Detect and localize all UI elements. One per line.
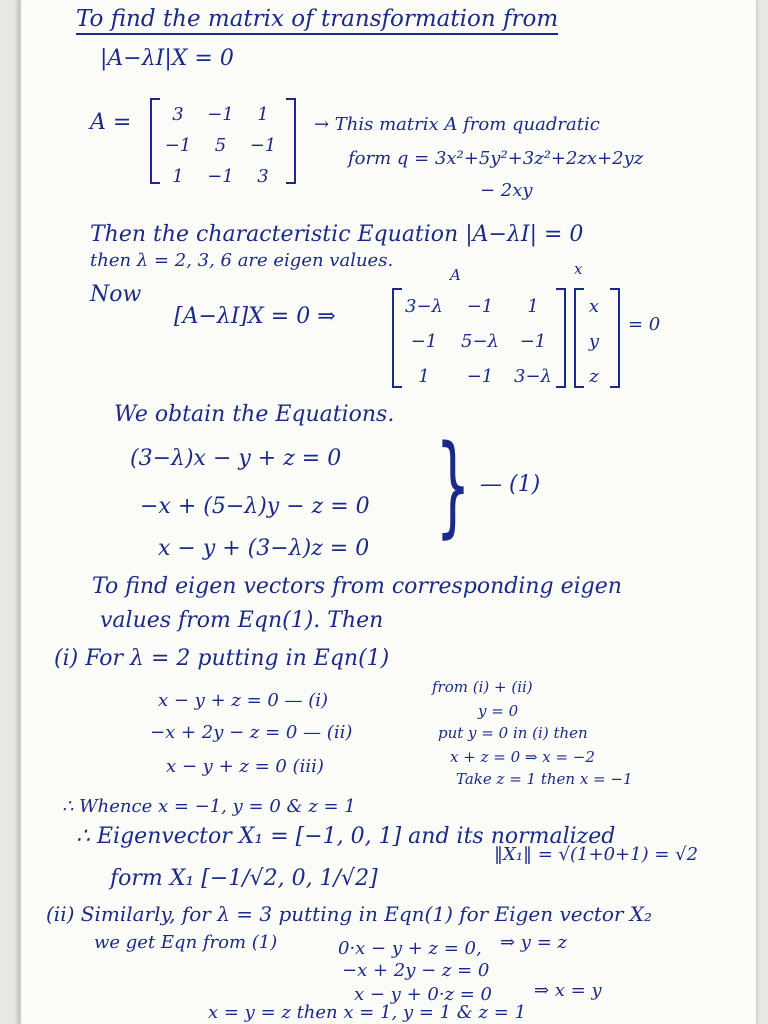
matrix-lambda-entry: 1 xyxy=(418,366,430,387)
system-brace: } xyxy=(435,421,471,549)
matrix-lambda-entry: −1 xyxy=(466,366,494,387)
notebook-page xyxy=(18,0,756,1024)
matrix-a-entry: −1 xyxy=(207,104,234,125)
case-2-eq-3: x − y + 0·z = 0 xyxy=(354,984,493,1005)
vector-right-bracket xyxy=(610,288,620,388)
matrix-a-right-bracket xyxy=(286,98,296,184)
matrix-lambda-right-bracket xyxy=(556,288,566,388)
system-eq-3: x − y + (3−λ)z = 0 xyxy=(158,536,370,561)
vector-xyz xyxy=(580,296,608,387)
eigenvalues-line: then λ = 2, 3, 6 are eigen values. xyxy=(90,250,394,271)
case-1-side-3: put y = 0 in (i) then xyxy=(438,724,588,742)
now-label: Now xyxy=(90,282,142,307)
matrix-a-entry: −1 xyxy=(249,135,277,156)
now-equation: [A−λI]X = 0 ⇒ xyxy=(174,304,336,329)
case-1-heading: (i) For λ = 2 putting in Eqn(1) xyxy=(54,646,390,671)
page-heading: To find the matrix of transformation from xyxy=(76,8,558,35)
main-equation: |A−λI|X = 0 xyxy=(100,46,234,71)
case-1-eq-1: x − y + z = 0 — (i) xyxy=(158,690,329,711)
case-2-side-2: ⇒ x = y xyxy=(534,980,602,1001)
matrix-a-entry: 1 xyxy=(172,166,184,187)
case-1-side-4: x + z = 0 ⇒ x = −2 xyxy=(450,748,595,766)
case-1-side-2: y = 0 xyxy=(478,702,519,720)
matrix-note-line-2: form q = 3x²+5y²+3z²+2zx+2yz xyxy=(348,148,644,169)
whence-line: ∴ Whence x = −1, y = 0 & z = 1 xyxy=(62,796,356,817)
matrix-lambda-entry: −1 xyxy=(466,296,494,317)
vector-xyz-entry: y xyxy=(588,331,600,352)
matrix-a-entry: −1 xyxy=(207,166,234,187)
find-eigenvectors-line-2: values from Eqn(1). Then xyxy=(100,608,384,633)
matrix-lambda-entry: −1 xyxy=(410,331,438,352)
case-1-eq-3: x − y + z = 0 (iii) xyxy=(166,756,324,777)
matrix-a-entry: 5 xyxy=(214,135,227,156)
vector-xyz-entry: x xyxy=(588,296,600,317)
case-2-side-1: ⇒ y = z xyxy=(500,932,567,953)
eigenvector-line: ∴ Eigenvector X₁ = [−1, 0, 1] and its normalized xyxy=(76,824,616,849)
system-eq-1: (3−λ)x − y + z = 0 xyxy=(130,446,342,471)
matrix-lambda xyxy=(398,296,556,387)
page-margin-line xyxy=(18,0,21,1024)
vector-xyz-entry: z xyxy=(589,366,599,387)
case-1-side-1: from (i) + (ii) xyxy=(432,678,533,696)
obtain-equations-line: We obtain the Equations. xyxy=(114,402,395,427)
find-eigenvectors-line-1: To find eigen vectors from corresponding eigen xyxy=(92,574,622,599)
matrix-a-entry: 1 xyxy=(257,104,269,125)
matrix-lambda-entry: 1 xyxy=(527,296,539,317)
case-2-eq-2: −x + 2y − z = 0 xyxy=(342,960,490,981)
case-1-eq-2: −x + 2y − z = 0 — (ii) xyxy=(150,722,353,743)
final-line: x = y = z then x = 1, y = 1 & z = 1 xyxy=(208,1002,527,1023)
matrix-lambda-entry: 3−λ xyxy=(405,296,443,317)
case-2-heading: (ii) Similarly, for λ = 3 putting in Eqn(1) for Eigen vector X₂ xyxy=(46,902,653,926)
matrix-a-entry: 3 xyxy=(257,166,269,187)
case-2-subheading: we get Eqn from (1) xyxy=(94,932,278,953)
equals-zero: = 0 xyxy=(628,314,661,335)
matrix-a-label: A = xyxy=(90,110,132,135)
matrix-a xyxy=(158,104,283,187)
case-1-side-5: Take z = 1 then x = −1 xyxy=(456,770,633,788)
matrix-lambda-entry: 3−λ xyxy=(514,366,552,387)
matrix-lambda-entry: −1 xyxy=(519,331,547,352)
matrix-a-entry: −1 xyxy=(164,135,192,156)
matrix-note-line-3: − 2xy xyxy=(480,180,533,201)
case-2-eq-1: 0·x − y + z = 0, xyxy=(338,938,482,959)
system-eq-2: −x + (5−λ)y − z = 0 xyxy=(140,494,370,519)
characteristic-equation-line: Then the characteristic Equation |A−λI| = 0 xyxy=(90,222,584,247)
norm-line: ‖X₁‖ = √(1+0+1) = √2 xyxy=(494,844,699,865)
matrix-a-entry: 3 xyxy=(172,104,184,125)
vector-alpha-label: x xyxy=(574,260,583,278)
matrix-alpha-label: A xyxy=(450,266,461,284)
normalized-form-line: form X₁ [−1/√2, 0, 1/√2] xyxy=(110,866,378,891)
matrix-lambda-entry: 5−λ xyxy=(461,331,499,352)
system-reference: — (1) xyxy=(480,472,541,497)
matrix-note-line-1: → This matrix A from quadratic xyxy=(314,114,600,135)
